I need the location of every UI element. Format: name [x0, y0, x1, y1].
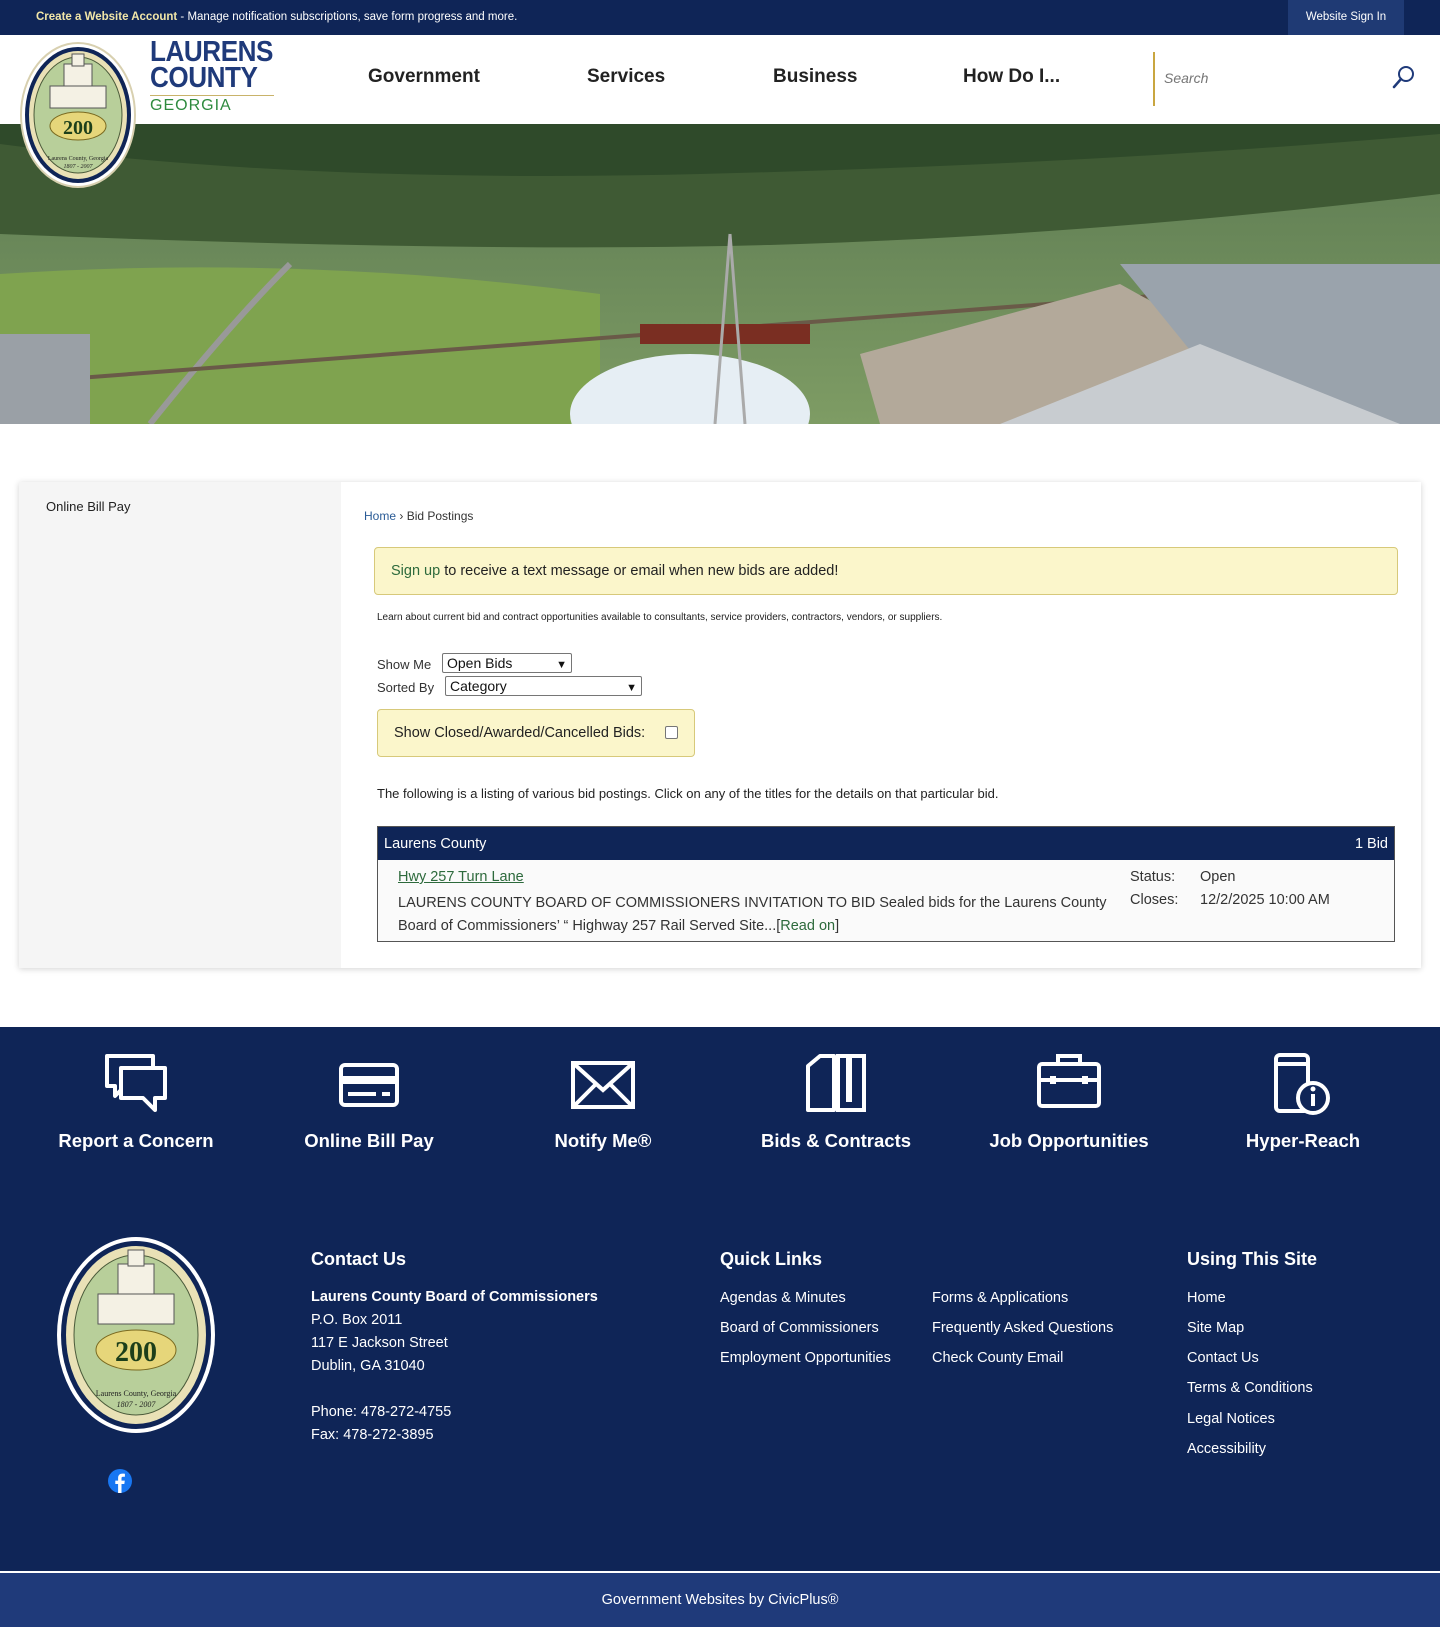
listing-note: The following is a listing of various bid postings. Click on any of the titles for the details on that particular bid. [377, 786, 999, 801]
quick-link-label: Online Bill Pay [304, 1130, 434, 1151]
contact-street: 117 E Jackson Street [311, 1335, 448, 1351]
search-input[interactable] [1164, 64, 1374, 92]
nav-government[interactable]: Government [368, 66, 480, 87]
nav-services[interactable]: Services [587, 66, 666, 87]
category-name: Laurens County [384, 836, 487, 852]
breadcrumb [364, 509, 473, 523]
closes-value: 12/2/2025 10:00 AM [1200, 892, 1330, 908]
breadcrumb-separator: › [396, 509, 407, 523]
footer-seal-number: 200 [115, 1337, 157, 1368]
intro-text: Learn about current bid and contract opportunities available to consultants, service providers, contractors, vendors, or suppliers. [377, 612, 943, 623]
closed-bids-label: Show Closed/Awarded/Cancelled Bids: [394, 725, 646, 741]
brand-line-3: GEORGIA [150, 95, 274, 115]
quick-link-label: Report a Concern [58, 1130, 214, 1151]
quick-link-label: Notify Me® [554, 1130, 652, 1151]
search-icon[interactable] [1392, 65, 1416, 89]
facebook-icon[interactable] [108, 1469, 132, 1493]
seal-number: 200 [63, 117, 93, 139]
bid-count: 1 Bid [1354, 836, 1388, 852]
closed-bids-toggle-box [377, 709, 695, 757]
closed-bids-checkbox[interactable] [665, 726, 678, 739]
footer-link-agendas[interactable]: Agendas & Minutes [720, 1290, 846, 1306]
bid-title-link[interactable]: Hwy 257 Turn Lane [398, 869, 524, 885]
briefcase-icon [1036, 1052, 1102, 1110]
footer-seal-name: Laurens County, Georgia [95, 1389, 177, 1398]
footer-link-faq[interactable]: Frequently Asked Questions [932, 1320, 1114, 1336]
status-value: Open [1200, 869, 1236, 885]
signup-alert-text: to receive a text message or email when new bids are added! [440, 563, 839, 579]
nav-business[interactable]: Business [773, 66, 858, 87]
show-me-label: Show Me [377, 657, 432, 672]
envelope-icon [570, 1060, 636, 1110]
brand-line-2: COUNTY [150, 62, 258, 94]
read-on-link[interactable]: Read on [780, 918, 836, 934]
sidebar-item-online-bill-pay[interactable]: Online Bill Pay [46, 499, 131, 514]
sign-in-button[interactable]: Website Sign In [1288, 0, 1404, 35]
breadcrumb-current: Bid Postings [406, 509, 474, 523]
quick-link-label: Job Opportunities [989, 1130, 1149, 1151]
county-wordmark[interactable] [150, 36, 287, 115]
bids-category-header [377, 826, 1395, 861]
footer-link-email[interactable]: Check County Email [932, 1350, 1064, 1366]
footer-link-forms[interactable]: Forms & Applications [932, 1290, 1069, 1306]
quick-link-label: Hyper-Reach [1245, 1130, 1361, 1151]
brand-line-1: LAURENS [150, 36, 274, 68]
create-account-link[interactable]: Create a Website Account [36, 11, 178, 23]
civicplus-credit[interactable]: Government Websites by CivicPlus® [0, 1573, 1440, 1627]
footer-seal-years: 1807 - 2007 [116, 1400, 156, 1409]
sorted-by-value: Category [450, 678, 507, 694]
table-row [377, 860, 1395, 942]
footer-link-employment[interactable]: Employment Opportunities [720, 1350, 891, 1366]
seal-name: Laurens County, Georgia [47, 156, 109, 162]
chat-bubbles-icon [103, 1052, 169, 1114]
footer-link-terms[interactable]: Terms & Conditions [1187, 1380, 1313, 1396]
footer-link-legal[interactable]: Legal Notices [1187, 1411, 1275, 1427]
chevron-down-icon: ▼ [626, 682, 637, 694]
contact-org: Laurens County Board of Commissioners [311, 1289, 598, 1305]
signup-link[interactable]: Sign up [391, 563, 441, 579]
quick-link-label: Bids & Contracts [760, 1130, 912, 1151]
county-seal-logo[interactable] [20, 42, 136, 188]
signup-alert [374, 547, 1398, 595]
sorted-by-label: Sorted By [377, 680, 435, 695]
footer-link-home[interactable]: Home [1187, 1290, 1226, 1306]
contact-heading: Contact Us [311, 1249, 407, 1269]
account-message [36, 11, 517, 23]
bid-description: LAURENS COUNTY BOARD OF COMMISSIONERS INVITATION TO BID Sealed bids for the Laurens County Board of Commissioners’ “ Highway 257 Rail Served Site...[Read on] [398, 895, 1107, 934]
top-utility-bar [0, 0, 1440, 35]
footer-link-accessibility[interactable]: Accessibility [1187, 1441, 1266, 1457]
sidebar [19, 482, 341, 968]
sorted-by-select[interactable] [445, 676, 642, 696]
nav-how-do-i[interactable]: How Do I... [963, 66, 1061, 87]
contact-phone: Phone: 478-272-4755 [311, 1404, 452, 1420]
contact-fax: Fax: 478-272-3895 [311, 1427, 434, 1443]
hero-aerial-image [0, 124, 1440, 424]
contact-city: Dublin, GA 31040 [311, 1358, 425, 1374]
bid-description-text: LAURENS COUNTY BOARD OF COMMISSIONERS INVITATION TO BID Sealed bids for the Laurens County Board of Commissioners’ “ Highway 257 Rail Served Site... [398, 895, 1107, 934]
show-me-select[interactable] [442, 653, 572, 673]
breadcrumb-home-link[interactable]: Home [364, 509, 397, 523]
closes-label: Closes: [1130, 892, 1179, 908]
document-book-icon [804, 1052, 868, 1114]
show-me-value: Open Bids [447, 655, 513, 671]
footer-link-site-map[interactable]: Site Map [1187, 1320, 1245, 1336]
account-message-text: - Manage notification subscriptions, save form progress and more. [177, 11, 518, 23]
quick-links-heading: Quick Links [720, 1249, 823, 1269]
seal-years: 1807 - 2007 [63, 164, 93, 170]
search-divider [1153, 52, 1155, 106]
credit-card-icon [338, 1062, 400, 1108]
footer-county-seal[interactable] [56, 1236, 216, 1434]
status-label: Status: [1130, 869, 1176, 885]
using-site-heading: Using This Site [1187, 1249, 1318, 1269]
contact-po-box: P.O. Box 2011 [311, 1312, 403, 1328]
footer-link-board[interactable]: Board of Commissioners [720, 1320, 879, 1336]
phone-info-icon [1273, 1052, 1333, 1116]
chevron-down-icon: ▼ [556, 659, 567, 671]
footer-link-contact-us[interactable]: Contact Us [1187, 1350, 1259, 1366]
